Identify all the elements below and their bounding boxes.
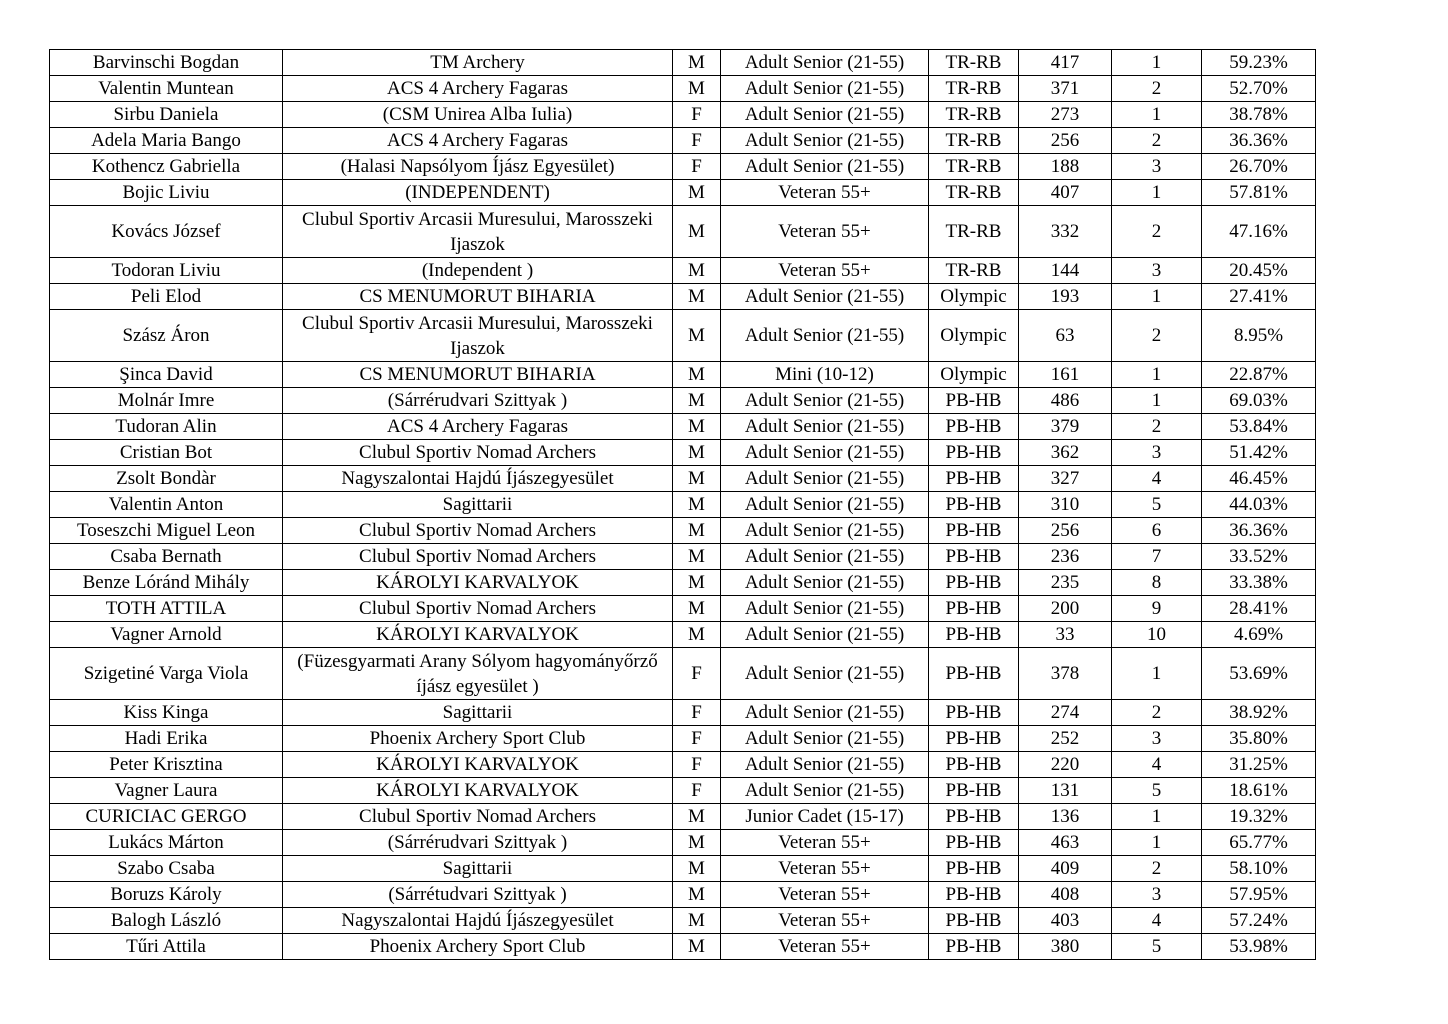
athlete-name-cell: TOTH ATTILA: [50, 596, 283, 622]
bow-type-cell: TR-RB: [929, 76, 1019, 102]
bow-type-cell: Olympic: [929, 284, 1019, 310]
place-cell: 2: [1112, 206, 1202, 258]
club-cell: KÁROLYI KARVALYOK: [283, 778, 673, 804]
score-cell: 235: [1019, 570, 1112, 596]
club-cell: TM Archery: [283, 50, 673, 76]
gender-cell: M: [673, 206, 721, 258]
gender-cell: M: [673, 882, 721, 908]
age-category-cell: Adult Senior (21-55): [721, 752, 929, 778]
score-cell: 131: [1019, 778, 1112, 804]
age-category-cell: Veteran 55+: [721, 856, 929, 882]
place-cell: 9: [1112, 596, 1202, 622]
bow-type-cell: TR-RB: [929, 102, 1019, 128]
score-cell: 273: [1019, 102, 1112, 128]
age-category-cell: Adult Senior (21-55): [721, 102, 929, 128]
place-cell: 3: [1112, 726, 1202, 752]
athlete-name-cell: Boruzs Károly: [50, 882, 283, 908]
gender-cell: M: [673, 76, 721, 102]
table-row: [50, 830, 1316, 856]
gender-cell: M: [673, 258, 721, 284]
table-row: [50, 882, 1316, 908]
gender-cell: F: [673, 778, 721, 804]
age-category-cell: Adult Senior (21-55): [721, 700, 929, 726]
score-cell: 144: [1019, 258, 1112, 284]
athlete-name-cell: Hadi Erika: [50, 726, 283, 752]
athlete-name-cell: CURICIAC GERGO: [50, 804, 283, 830]
place-cell: 3: [1112, 154, 1202, 180]
bow-type-cell: PB-HB: [929, 622, 1019, 648]
club-cell: Nagyszalontai Hajdú Íjászegyesület: [283, 908, 673, 934]
table-row: [50, 154, 1316, 180]
bow-type-cell: Olympic: [929, 310, 1019, 362]
club-cell: Phoenix Archery Sport Club: [283, 726, 673, 752]
athlete-name-cell: Bojic Liviu: [50, 180, 283, 206]
bow-type-cell: PB-HB: [929, 492, 1019, 518]
place-cell: 1: [1112, 648, 1202, 700]
athlete-name-cell: Molnár Imre: [50, 388, 283, 414]
bow-type-cell: TR-RB: [929, 258, 1019, 284]
gender-cell: F: [673, 128, 721, 154]
gender-cell: M: [673, 284, 721, 310]
score-cell: 193: [1019, 284, 1112, 310]
athlete-name-cell: Kovács József: [50, 206, 283, 258]
gender-cell: M: [673, 544, 721, 570]
gender-cell: M: [673, 440, 721, 466]
athlete-name-cell: Barvinschi Bogdan: [50, 50, 283, 76]
table-row: [50, 648, 1316, 700]
athlete-name-cell: Peli Elod: [50, 284, 283, 310]
score-cell: 256: [1019, 518, 1112, 544]
table-row: [50, 466, 1316, 492]
table-row: [50, 76, 1316, 102]
athlete-name-cell: Zsolt Bondàr: [50, 466, 283, 492]
place-cell: 5: [1112, 934, 1202, 960]
age-category-cell: Adult Senior (21-55): [721, 76, 929, 102]
score-cell: 378: [1019, 648, 1112, 700]
club-cell: CS MENUMORUT BIHARIA: [283, 362, 673, 388]
score-cell: 327: [1019, 466, 1112, 492]
score-cell: 362: [1019, 440, 1112, 466]
bow-type-cell: TR-RB: [929, 128, 1019, 154]
bow-type-cell: PB-HB: [929, 934, 1019, 960]
place-cell: 1: [1112, 830, 1202, 856]
score-cell: 408: [1019, 882, 1112, 908]
percentage-cell: 53.98%: [1202, 934, 1316, 960]
score-cell: 403: [1019, 908, 1112, 934]
place-cell: 2: [1112, 700, 1202, 726]
age-category-cell: Mini (10-12): [721, 362, 929, 388]
score-cell: 161: [1019, 362, 1112, 388]
age-category-cell: Adult Senior (21-55): [721, 310, 929, 362]
place-cell: 1: [1112, 804, 1202, 830]
percentage-cell: 69.03%: [1202, 388, 1316, 414]
age-category-cell: Veteran 55+: [721, 830, 929, 856]
club-cell: KÁROLYI KARVALYOK: [283, 622, 673, 648]
score-cell: 407: [1019, 180, 1112, 206]
score-cell: 188: [1019, 154, 1112, 180]
place-cell: 2: [1112, 414, 1202, 440]
club-cell: Clubul Sportiv Nomad Archers: [283, 596, 673, 622]
athlete-name-cell: Szász Áron: [50, 310, 283, 362]
table-row: [50, 440, 1316, 466]
club-cell: CS MENUMORUT BIHARIA: [283, 284, 673, 310]
age-category-cell: Adult Senior (21-55): [721, 128, 929, 154]
club-cell: ACS 4 Archery Fagaras: [283, 128, 673, 154]
gender-cell: F: [673, 154, 721, 180]
score-cell: 220: [1019, 752, 1112, 778]
percentage-cell: 38.78%: [1202, 102, 1316, 128]
club-cell: Clubul Sportiv Nomad Archers: [283, 518, 673, 544]
bow-type-cell: PB-HB: [929, 466, 1019, 492]
percentage-cell: 27.41%: [1202, 284, 1316, 310]
place-cell: 6: [1112, 518, 1202, 544]
place-cell: 10: [1112, 622, 1202, 648]
percentage-cell: 51.42%: [1202, 440, 1316, 466]
bow-type-cell: Olympic: [929, 362, 1019, 388]
table-row: [50, 362, 1316, 388]
club-cell: (Sárrérudvari Szittyak ): [283, 830, 673, 856]
percentage-cell: 57.95%: [1202, 882, 1316, 908]
age-category-cell: Veteran 55+: [721, 258, 929, 284]
score-cell: 380: [1019, 934, 1112, 960]
club-cell: Clubul Sportiv Arcasii Muresului, Marosszeki Ijaszok: [283, 206, 673, 258]
gender-cell: M: [673, 596, 721, 622]
athlete-name-cell: Adela Maria Bango: [50, 128, 283, 154]
percentage-cell: 53.84%: [1202, 414, 1316, 440]
bow-type-cell: TR-RB: [929, 180, 1019, 206]
percentage-cell: 19.32%: [1202, 804, 1316, 830]
bow-type-cell: PB-HB: [929, 882, 1019, 908]
table-row: [50, 856, 1316, 882]
bow-type-cell: PB-HB: [929, 518, 1019, 544]
athlete-name-cell: Sirbu Daniela: [50, 102, 283, 128]
gender-cell: M: [673, 622, 721, 648]
age-category-cell: Adult Senior (21-55): [721, 778, 929, 804]
athlete-name-cell: Şinca David: [50, 362, 283, 388]
gender-cell: F: [673, 102, 721, 128]
bow-type-cell: PB-HB: [929, 778, 1019, 804]
table-row: [50, 102, 1316, 128]
club-cell: (Independent ): [283, 258, 673, 284]
age-category-cell: Adult Senior (21-55): [721, 648, 929, 700]
percentage-cell: 33.38%: [1202, 570, 1316, 596]
bow-type-cell: PB-HB: [929, 908, 1019, 934]
age-category-cell: Veteran 55+: [721, 934, 929, 960]
score-cell: 200: [1019, 596, 1112, 622]
age-category-cell: Veteran 55+: [721, 180, 929, 206]
gender-cell: M: [673, 856, 721, 882]
score-cell: 332: [1019, 206, 1112, 258]
bow-type-cell: TR-RB: [929, 206, 1019, 258]
percentage-cell: 46.45%: [1202, 466, 1316, 492]
gender-cell: M: [673, 466, 721, 492]
bow-type-cell: TR-RB: [929, 154, 1019, 180]
percentage-cell: 36.36%: [1202, 128, 1316, 154]
gender-cell: F: [673, 700, 721, 726]
gender-cell: F: [673, 752, 721, 778]
bow-type-cell: PB-HB: [929, 830, 1019, 856]
gender-cell: M: [673, 934, 721, 960]
place-cell: 2: [1112, 76, 1202, 102]
percentage-cell: 52.70%: [1202, 76, 1316, 102]
place-cell: 1: [1112, 102, 1202, 128]
score-cell: 417: [1019, 50, 1112, 76]
age-category-cell: Veteran 55+: [721, 908, 929, 934]
place-cell: 4: [1112, 466, 1202, 492]
age-category-cell: Adult Senior (21-55): [721, 622, 929, 648]
results-body: [50, 50, 1316, 960]
club-cell: (Füzesgyarmati Arany Sólyom hagyományőrző íjász egyesület ): [283, 648, 673, 700]
percentage-cell: 58.10%: [1202, 856, 1316, 882]
percentage-cell: 22.87%: [1202, 362, 1316, 388]
gender-cell: M: [673, 388, 721, 414]
gender-cell: M: [673, 310, 721, 362]
table-row: [50, 726, 1316, 752]
gender-cell: F: [673, 726, 721, 752]
place-cell: 1: [1112, 362, 1202, 388]
results-table: [49, 49, 1316, 960]
age-category-cell: Adult Senior (21-55): [721, 50, 929, 76]
age-category-cell: Adult Senior (21-55): [721, 570, 929, 596]
club-cell: (Halasi Napsólyom Íjász Egyesület): [283, 154, 673, 180]
place-cell: 2: [1112, 128, 1202, 154]
percentage-cell: 53.69%: [1202, 648, 1316, 700]
table-row: [50, 544, 1316, 570]
athlete-name-cell: Kiss Kinga: [50, 700, 283, 726]
score-cell: 409: [1019, 856, 1112, 882]
club-cell: Sagittarii: [283, 856, 673, 882]
percentage-cell: 36.36%: [1202, 518, 1316, 544]
athlete-name-cell: Balogh László: [50, 908, 283, 934]
percentage-cell: 57.81%: [1202, 180, 1316, 206]
score-cell: 63: [1019, 310, 1112, 362]
score-cell: 486: [1019, 388, 1112, 414]
club-cell: KÁROLYI KARVALYOK: [283, 752, 673, 778]
place-cell: 3: [1112, 882, 1202, 908]
score-cell: 136: [1019, 804, 1112, 830]
age-category-cell: Adult Senior (21-55): [721, 284, 929, 310]
age-category-cell: Junior Cadet (15-17): [721, 804, 929, 830]
athlete-name-cell: Vagner Arnold: [50, 622, 283, 648]
table-row: [50, 804, 1316, 830]
gender-cell: M: [673, 518, 721, 544]
club-cell: Nagyszalontai Hajdú Íjászegyesület: [283, 466, 673, 492]
percentage-cell: 59.23%: [1202, 50, 1316, 76]
bow-type-cell: PB-HB: [929, 544, 1019, 570]
club-cell: Sagittarii: [283, 492, 673, 518]
table-row: [50, 934, 1316, 960]
club-cell: KÁROLYI KARVALYOK: [283, 570, 673, 596]
place-cell: 5: [1112, 492, 1202, 518]
bow-type-cell: PB-HB: [929, 856, 1019, 882]
bow-type-cell: PB-HB: [929, 700, 1019, 726]
table-row: [50, 414, 1316, 440]
gender-cell: M: [673, 908, 721, 934]
bow-type-cell: PB-HB: [929, 440, 1019, 466]
club-cell: (CSM Unirea Alba Iulia): [283, 102, 673, 128]
gender-cell: F: [673, 648, 721, 700]
gender-cell: M: [673, 492, 721, 518]
gender-cell: M: [673, 50, 721, 76]
table-row: [50, 492, 1316, 518]
percentage-cell: 26.70%: [1202, 154, 1316, 180]
table-row: [50, 908, 1316, 934]
club-cell: Phoenix Archery Sport Club: [283, 934, 673, 960]
place-cell: 5: [1112, 778, 1202, 804]
athlete-name-cell: Lukács Márton: [50, 830, 283, 856]
place-cell: 1: [1112, 388, 1202, 414]
age-category-cell: Adult Senior (21-55): [721, 492, 929, 518]
score-cell: 236: [1019, 544, 1112, 570]
table-row: [50, 778, 1316, 804]
athlete-name-cell: Szigetiné Varga Viola: [50, 648, 283, 700]
gender-cell: M: [673, 570, 721, 596]
club-cell: ACS 4 Archery Fagaras: [283, 414, 673, 440]
percentage-cell: 4.69%: [1202, 622, 1316, 648]
table-row: [50, 570, 1316, 596]
table-row: [50, 310, 1316, 362]
score-cell: 33: [1019, 622, 1112, 648]
table-row: [50, 388, 1316, 414]
percentage-cell: 44.03%: [1202, 492, 1316, 518]
gender-cell: M: [673, 414, 721, 440]
table-row: [50, 284, 1316, 310]
club-cell: Clubul Sportiv Nomad Archers: [283, 804, 673, 830]
table-row: [50, 258, 1316, 284]
percentage-cell: 20.45%: [1202, 258, 1316, 284]
percentage-cell: 38.92%: [1202, 700, 1316, 726]
place-cell: 1: [1112, 284, 1202, 310]
bow-type-cell: PB-HB: [929, 752, 1019, 778]
score-cell: 379: [1019, 414, 1112, 440]
club-cell: Sagittarii: [283, 700, 673, 726]
score-cell: 252: [1019, 726, 1112, 752]
place-cell: 1: [1112, 180, 1202, 206]
table-row: [50, 596, 1316, 622]
age-category-cell: Adult Senior (21-55): [721, 466, 929, 492]
club-cell: ACS 4 Archery Fagaras: [283, 76, 673, 102]
athlete-name-cell: Valentin Muntean: [50, 76, 283, 102]
athlete-name-cell: Benze Lóránd Mihály: [50, 570, 283, 596]
club-cell: (INDEPENDENT): [283, 180, 673, 206]
table-row: [50, 50, 1316, 76]
age-category-cell: Adult Senior (21-55): [721, 596, 929, 622]
percentage-cell: 35.80%: [1202, 726, 1316, 752]
age-category-cell: Adult Senior (21-55): [721, 414, 929, 440]
bow-type-cell: TR-RB: [929, 50, 1019, 76]
age-category-cell: Adult Senior (21-55): [721, 440, 929, 466]
percentage-cell: 28.41%: [1202, 596, 1316, 622]
age-category-cell: Adult Senior (21-55): [721, 154, 929, 180]
club-cell: Clubul Sportiv Nomad Archers: [283, 440, 673, 466]
athlete-name-cell: Tűri Attila: [50, 934, 283, 960]
athlete-name-cell: Kothencz Gabriella: [50, 154, 283, 180]
table-row: [50, 700, 1316, 726]
place-cell: 4: [1112, 752, 1202, 778]
bow-type-cell: PB-HB: [929, 648, 1019, 700]
age-category-cell: Adult Senior (21-55): [721, 544, 929, 570]
percentage-cell: 31.25%: [1202, 752, 1316, 778]
club-cell: (Sárrérudvari Szittyak ): [283, 388, 673, 414]
place-cell: 4: [1112, 908, 1202, 934]
bow-type-cell: PB-HB: [929, 414, 1019, 440]
club-cell: Clubul Sportiv Arcasii Muresului, Marosszeki Ijaszok: [283, 310, 673, 362]
place-cell: 2: [1112, 310, 1202, 362]
gender-cell: M: [673, 804, 721, 830]
athlete-name-cell: Vagner Laura: [50, 778, 283, 804]
bow-type-cell: PB-HB: [929, 388, 1019, 414]
score-cell: 463: [1019, 830, 1112, 856]
gender-cell: M: [673, 362, 721, 388]
place-cell: 2: [1112, 856, 1202, 882]
table-row: [50, 128, 1316, 154]
age-category-cell: Veteran 55+: [721, 206, 929, 258]
place-cell: 3: [1112, 258, 1202, 284]
age-category-cell: Adult Senior (21-55): [721, 388, 929, 414]
athlete-name-cell: Todoran Liviu: [50, 258, 283, 284]
table-row: [50, 518, 1316, 544]
score-cell: 371: [1019, 76, 1112, 102]
bow-type-cell: PB-HB: [929, 726, 1019, 752]
table-row: [50, 622, 1316, 648]
athlete-name-cell: Szabo Csaba: [50, 856, 283, 882]
percentage-cell: 65.77%: [1202, 830, 1316, 856]
percentage-cell: 57.24%: [1202, 908, 1316, 934]
bow-type-cell: PB-HB: [929, 596, 1019, 622]
percentage-cell: 8.95%: [1202, 310, 1316, 362]
athlete-name-cell: Valentin Anton: [50, 492, 283, 518]
place-cell: 7: [1112, 544, 1202, 570]
age-category-cell: Veteran 55+: [721, 882, 929, 908]
percentage-cell: 47.16%: [1202, 206, 1316, 258]
age-category-cell: Adult Senior (21-55): [721, 726, 929, 752]
place-cell: 3: [1112, 440, 1202, 466]
table-row: [50, 180, 1316, 206]
percentage-cell: 18.61%: [1202, 778, 1316, 804]
athlete-name-cell: Csaba Bernath: [50, 544, 283, 570]
club-cell: Clubul Sportiv Nomad Archers: [283, 544, 673, 570]
score-cell: 256: [1019, 128, 1112, 154]
gender-cell: M: [673, 180, 721, 206]
athlete-name-cell: Tudoran Alin: [50, 414, 283, 440]
athlete-name-cell: Toseszchi Miguel Leon: [50, 518, 283, 544]
bow-type-cell: PB-HB: [929, 804, 1019, 830]
score-cell: 310: [1019, 492, 1112, 518]
place-cell: 1: [1112, 50, 1202, 76]
place-cell: 8: [1112, 570, 1202, 596]
club-cell: (Sárrétudvari Szittyak ): [283, 882, 673, 908]
table-row: [50, 206, 1316, 258]
score-cell: 274: [1019, 700, 1112, 726]
athlete-name-cell: Peter Krisztina: [50, 752, 283, 778]
gender-cell: M: [673, 830, 721, 856]
table-row: [50, 752, 1316, 778]
athlete-name-cell: Cristian Bot: [50, 440, 283, 466]
bow-type-cell: PB-HB: [929, 570, 1019, 596]
percentage-cell: 33.52%: [1202, 544, 1316, 570]
age-category-cell: Adult Senior (21-55): [721, 518, 929, 544]
